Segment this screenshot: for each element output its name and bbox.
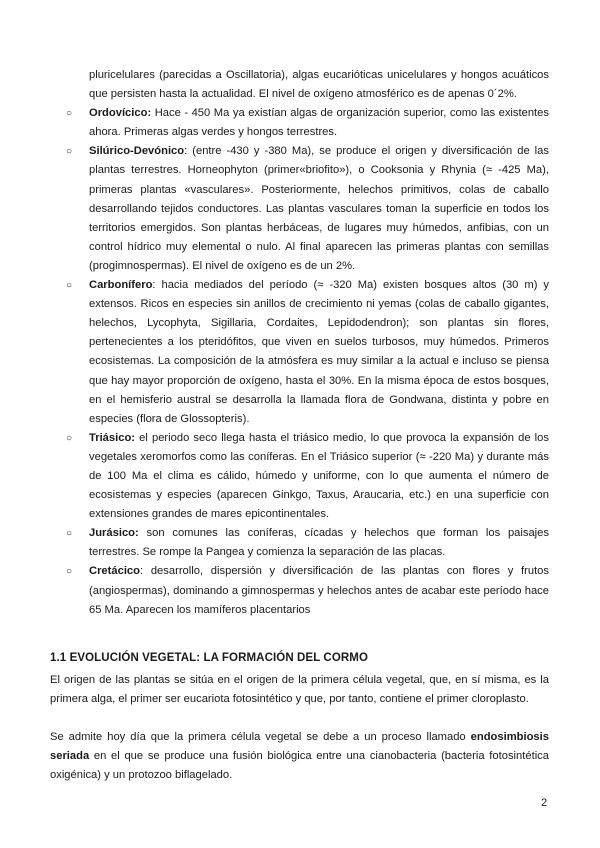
term-jurasico: Jurásico: xyxy=(89,527,139,540)
list-item-silurico-devonico: ○ Silúrico-Devónico: (entre -430 y -380 Ma), se produce el origen y diversificación de las plantas terrestres. Horneophyton (primer«briofito»), o Cooksonia y Rhynia (≈ -425 Ma), primeras plantas «vasculares». Posteriormente, helechos primitivos, colas de caballo desarrollando tejidos conductores. Las plantas vasculares toman la superficie en todos los territorios emergidos. Son plantas herbáceas, de lugares muy húmedos, anfibias, con un control hídrico muy elemental o nulo. Al final aparecen las primeras plantas con semillas (progimnospermas). El nivel de oxígeno es de un 2%. xyxy=(66,142,549,276)
term-cretacico: Cretácico xyxy=(89,565,140,578)
page-number: 2 xyxy=(541,797,548,809)
bullet-icon: ○ xyxy=(66,432,73,444)
bullet-icon: ○ xyxy=(66,280,73,292)
term-triasico: Triásico: xyxy=(89,431,136,444)
paragraph-endosymbiosis: Se admite hoy día que la primera célula vegetal se debe a un proceso llamado endosimbiosis seriada en el que se produce una fusión biológica entre una cianobacteria (bacteria fotosintética oxigénica) y un protozoo biflagelado. xyxy=(50,731,549,782)
term-ordovicico: Ordovícico: xyxy=(89,107,152,120)
bullet-icon: ○ xyxy=(66,146,73,158)
list-item-ordovicico: ○ Ordovícico: Hace - 450 Ma ya existían algas de organización superior, como las existentes ahora. Primeras algas verdes y hongos terrestres. xyxy=(66,104,549,142)
list-item-cretacico: ○ Cretácico: desarrollo, dispersión y diversificación de las plantas con flores y frutos (angiospermas), dominando a gimnospermas y helechos antes de acabar este período hace 65 Ma. Aparecen los mamíferos placentarios xyxy=(66,562,549,619)
list-item-continuation: pluricelulares (parecidas a Oscillatoria), algas eucarióticas unicelulares y hongos acuáticos que persisten hasta la actualidad. El nivel de oxígeno atmosférico es de apenas 0´2%. xyxy=(89,69,549,101)
bullet-icon: ○ xyxy=(66,108,73,120)
period-list xyxy=(66,66,549,620)
bullet-icon: ○ xyxy=(66,566,73,578)
bullet-icon: ○ xyxy=(66,528,73,540)
list-item-triasico: ○ Triásico: el periodo seco llega hasta el triásico medio, lo que provoca la expansión de los vegetales xeromorfos como las coníferas. En el Triásico superior (≈ -220 Ma) y durante más de 100 Ma el clima es cálido, húmedo y uniforme, con lo que aumenta el número de ecosistemas y especies (aparecen Ginkgo, Taxus, Araucaria, etc.) en una superficie con extensiones grandes de mares epicontinentales. xyxy=(66,429,549,524)
section-heading: 1.1 EVOLUCIÓN VEGETAL: LA FORMACIÓN DEL CORMO xyxy=(50,652,368,664)
list-item-carbonifero: ○ Carbonífero: hacia mediados del período (≈ -320 Ma) existen bosques altos (30 m) y extensos. Ricos en especies sin anillos de crecimiento ni yemas (colas de caballo gigantes, helechos, Lycophyta, Sigillaria, Cordaites, Lepidodendron); son plantas sin flores, pertenecientes a los pteridófitos, que viven en suelos turbosos, muy húmedos. Primeros ecosistemas. La composición de la atmósfera es muy similar a la actual e incluso se piensa que hay mayor proporción de oxígeno, hasta el 30%. En la misma época de estos bosques, en el hemisferio austral se desarrolla la llamada flora de Gondwana, distinta y pobre en especies (flora de Glossopteris). xyxy=(66,276,549,429)
paragraph-origin: El origen de las plantas se sitúa en el origen de la primera célula vegetal, que, en sí misma, es la primera alga, el primer ser eucariota fotosintético y que, por tanto, contiene el primer cloroplasto. xyxy=(50,674,549,706)
term-carbonifero: Carbonífero xyxy=(89,279,153,292)
term-endosimbiosis-seriada: endosimbiosis seriada xyxy=(50,731,549,763)
list-item-jurasico: ○ Jurásico: son comunes las coníferas, cícadas y helechos que forman los paisajes terrestres. Se rompe la Pangea y comienza la separación de las placas. xyxy=(66,524,549,562)
term-silurico-devonico: Silúrico-Devónico xyxy=(89,145,185,158)
